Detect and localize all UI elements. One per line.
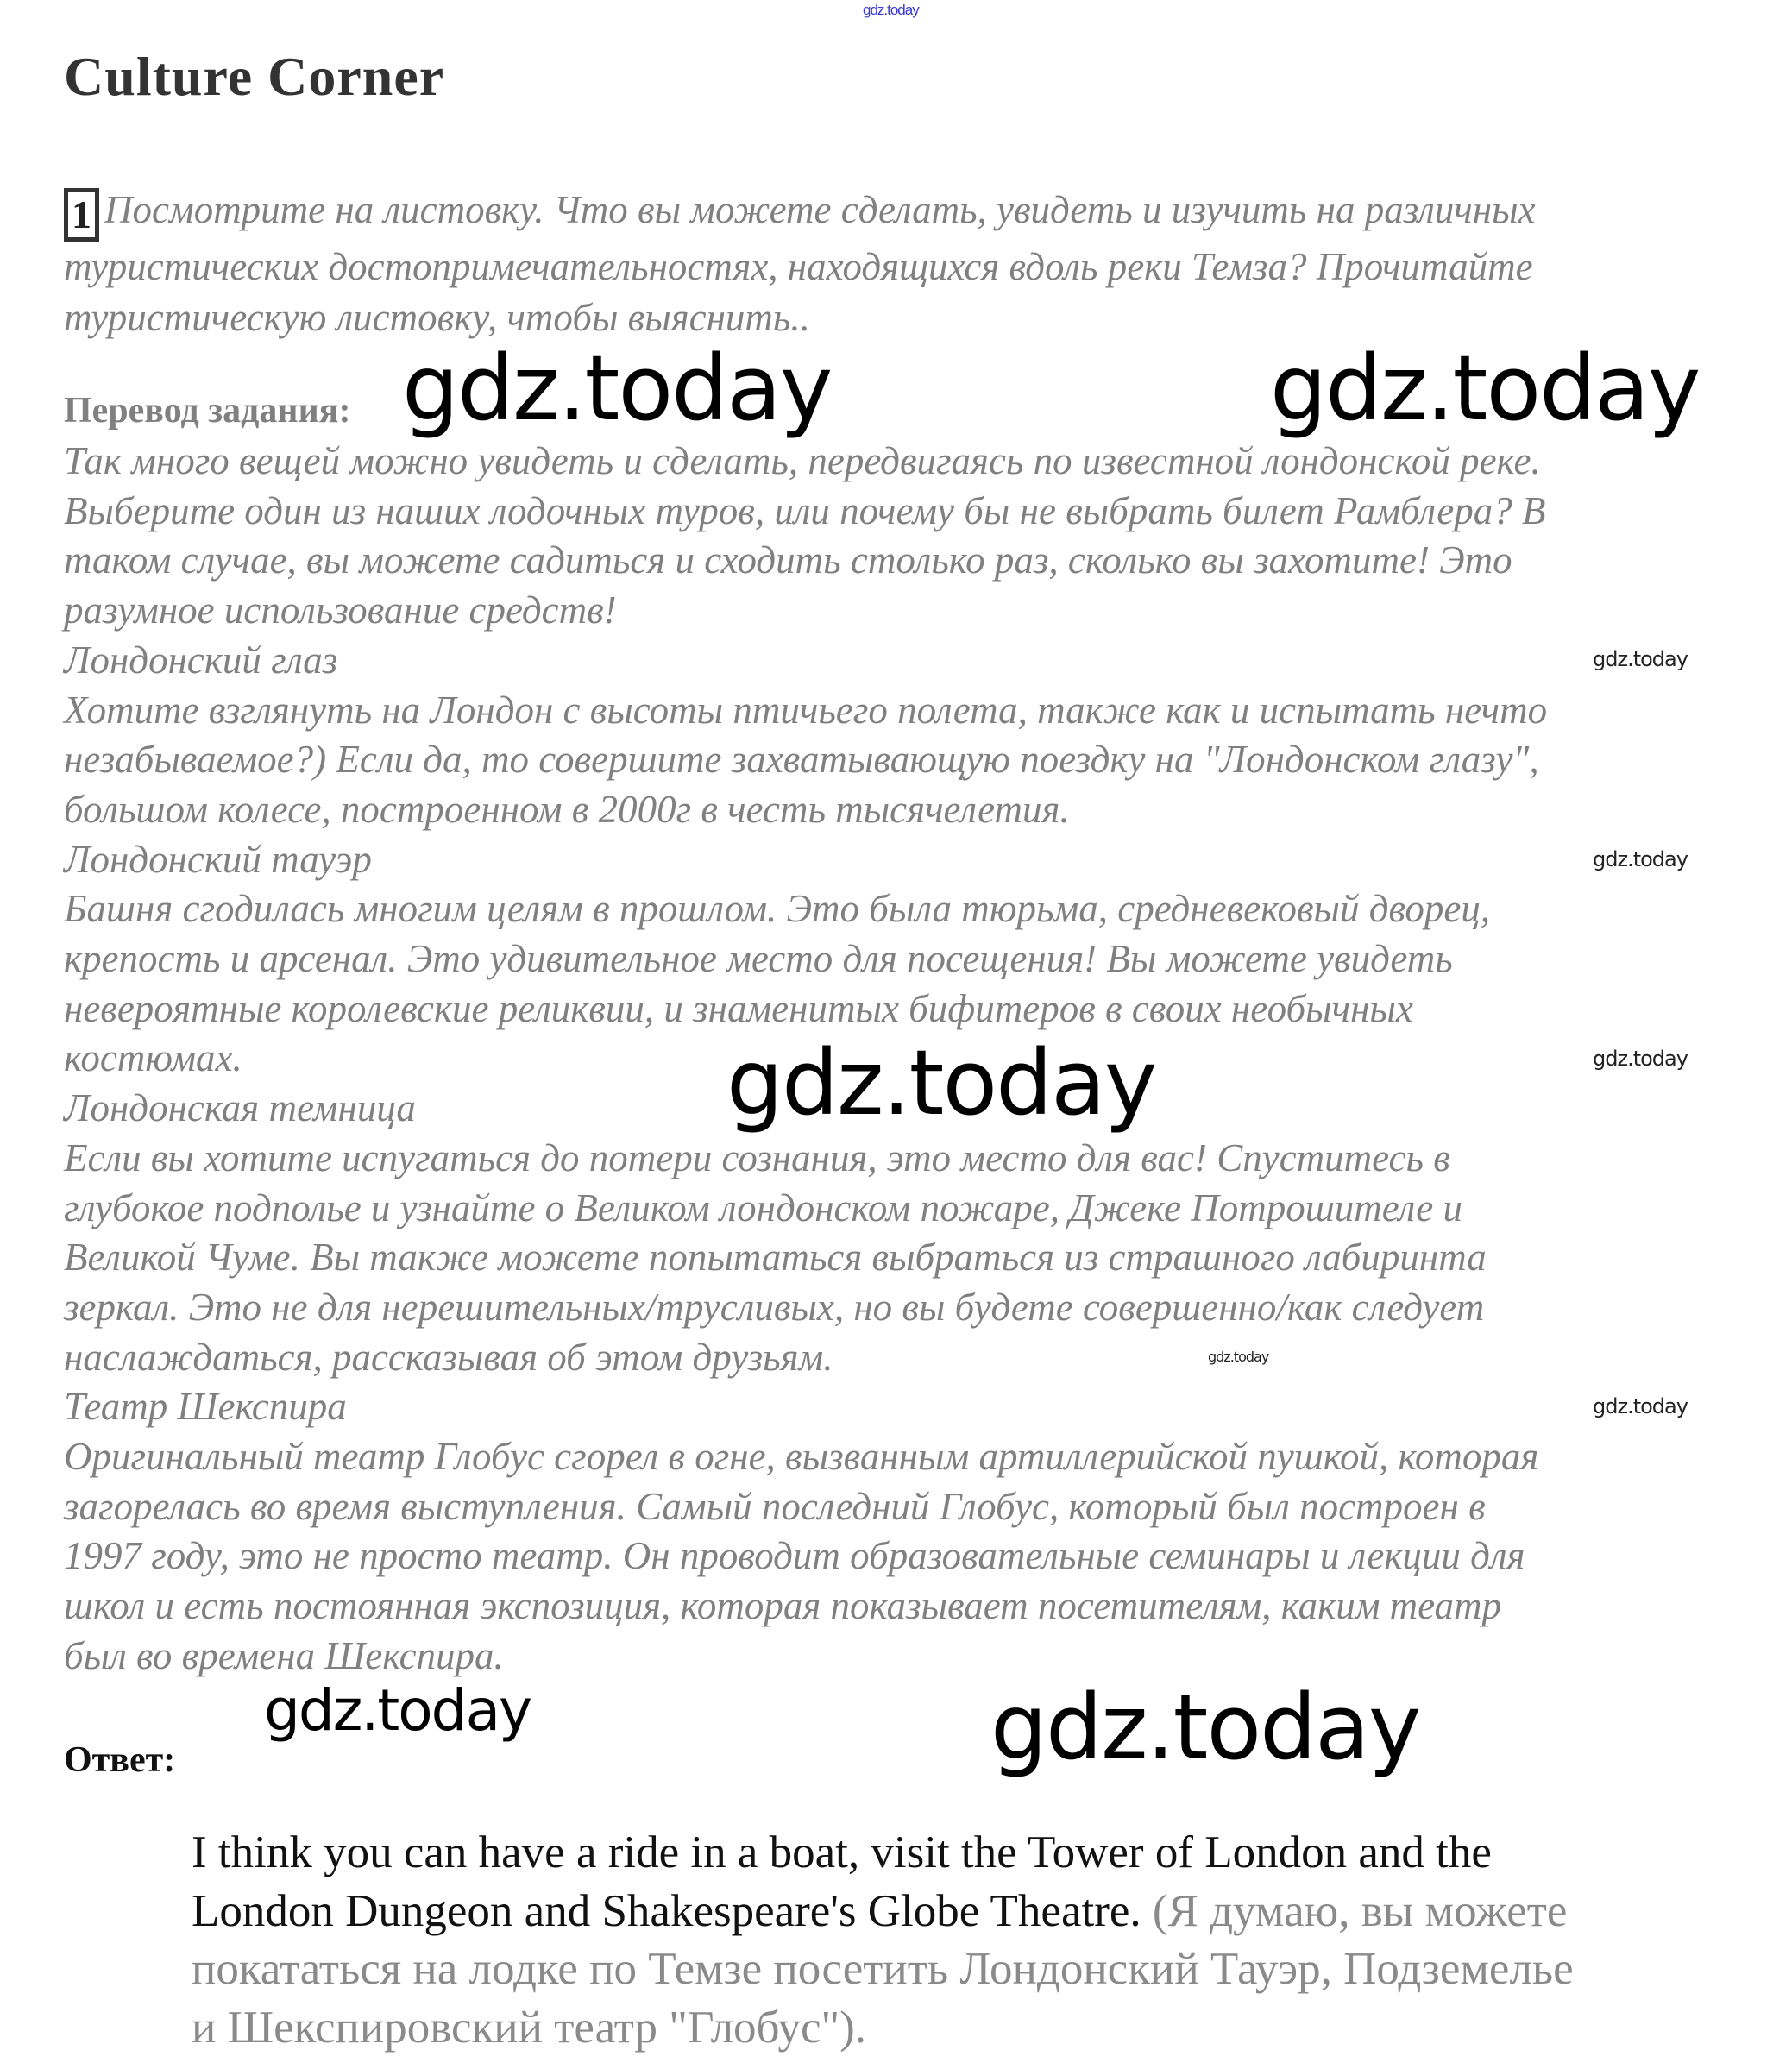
task-line: туристическую листовку, чтобы выяснить..	[64, 296, 810, 339]
translation-line: Лондонская темница	[64, 1086, 416, 1130]
translation-line: загорелась во время выступления. Самый последний Глобус, который был построен в	[64, 1484, 1486, 1528]
translation-line: Великой Чуме. Вы также можете попытаться выбраться из страшного лабиринта	[64, 1236, 1487, 1280]
task-line-text: Посмотрите на листовку. Что вы можете сделать, увидеть и изучить на различных	[104, 188, 1536, 231]
translation-label: Перевод задания:	[64, 391, 351, 431]
watermark: gdz.today	[990, 1675, 1420, 1780]
watermark: gdz.today	[1593, 1047, 1688, 1071]
translation-line: костюмах.	[64, 1036, 242, 1080]
translation-line: наслаждаться, рассказывая об этом друзьям.	[64, 1335, 833, 1379]
watermark: gdz.today	[1270, 336, 1700, 441]
translation-line: 1997 году, это не просто театр. Он проводит образовательные семинары и лекции для	[64, 1534, 1525, 1578]
answer-line	[192, 1883, 1574, 1941]
translation-line: разумное использование средств!	[64, 588, 617, 632]
translation-line: невероятные королевские реликвии, и знаменитых бифитеров в своих необычных	[64, 986, 1413, 1030]
answer-label: Ответ:	[64, 1740, 176, 1780]
translation-line: Так много вещей можно увидеть и сделать, передвигаясь по известной лондонской реке.	[64, 439, 1541, 482]
translation-line: Театр Шекспира	[64, 1385, 347, 1429]
answer-russian: (Я думаю, вы можете	[1141, 1885, 1568, 1936]
translation-line: таком случае, вы можете садиться и сходить столько раз, сколько вы захотите! Это	[64, 538, 1512, 582]
translation-line: зеркал. Это не для нерешительных/трусливых, но вы будете совершенно/как следует	[64, 1285, 1485, 1329]
watermark: gdz.today	[1208, 1349, 1269, 1365]
watermark: gdz.today	[1593, 1394, 1688, 1418]
translation-line: был во времена Шекспира.	[64, 1633, 504, 1677]
translation-line: Оригинальный театр Глобус сгорел в огне, вызванным артиллерийской пушкой, которая	[64, 1435, 1539, 1479]
answer-line: покататься на лодке по Темзе посетить Лондонский Тауэр, Подземелье	[192, 1944, 1574, 1995]
task-instructions	[64, 185, 1755, 343]
task-line	[64, 185, 1755, 242]
answer-line: и Шекспировский театр "Глобус").	[192, 2003, 867, 2053]
translation-line: школ и есть постоянная экспозиция, которая показывает посетителям, каким театр	[64, 1584, 1502, 1628]
translation-line: Башня сгодилась многим целям в прошлом. Это была тюрьма, средневековый дворец,	[64, 887, 1491, 931]
page-title: Culture Corner	[64, 46, 445, 107]
answer-english: London Dungeon and Shakespeare's Globe Theatre.	[192, 1885, 1141, 1936]
watermark: gdz.today	[264, 1677, 531, 1744]
translation-line: глубокое подполье и узнайте о Великом лондонском пожаре, Джеке Потрошителе и	[64, 1185, 1463, 1229]
translation-line: Лондонский глаз	[64, 638, 338, 682]
task-line: туристических достопримечательностях, находящихся вдоль реки Темза? Прочитайте	[64, 245, 1533, 288]
translation-line: Выберите один из наших лодочных туров, или почему бы не выбрать билет Рамблера? В	[64, 488, 1546, 532]
translation-line: незабываемое?) Если да, то совершите захватывающую поездку на "Лондонском глазу",	[64, 738, 1539, 782]
translation-line: большом колесе, построенном в 2000г в честь тысячелетия.	[64, 787, 1070, 831]
answer-line: I think you can have a ride in a boat, visit the Tower of London and the	[192, 1827, 1492, 1877]
answer-text	[192, 1824, 1574, 2058]
top-watermark: gdz.today	[863, 2, 919, 18]
watermark: gdz.today	[726, 1030, 1156, 1135]
translation-line: Хотите взглянуть на Лондон с высоты птичьего полета, также как и испытать нечто	[64, 688, 1548, 732]
translation-line: Если вы хотите испугаться до потери сознания, это место для вас! Спуститесь в	[64, 1135, 1450, 1179]
watermark: gdz.today	[1593, 847, 1688, 871]
translation-line: крепость и арсенал. Это удивительное место для посещения! Вы можете увидеть	[64, 937, 1453, 981]
translation-line: Лондонский тауэр	[64, 837, 372, 881]
task-number-badge: 1	[64, 188, 99, 242]
watermark: gdz.today	[402, 336, 832, 441]
watermark: gdz.today	[1593, 647, 1688, 671]
